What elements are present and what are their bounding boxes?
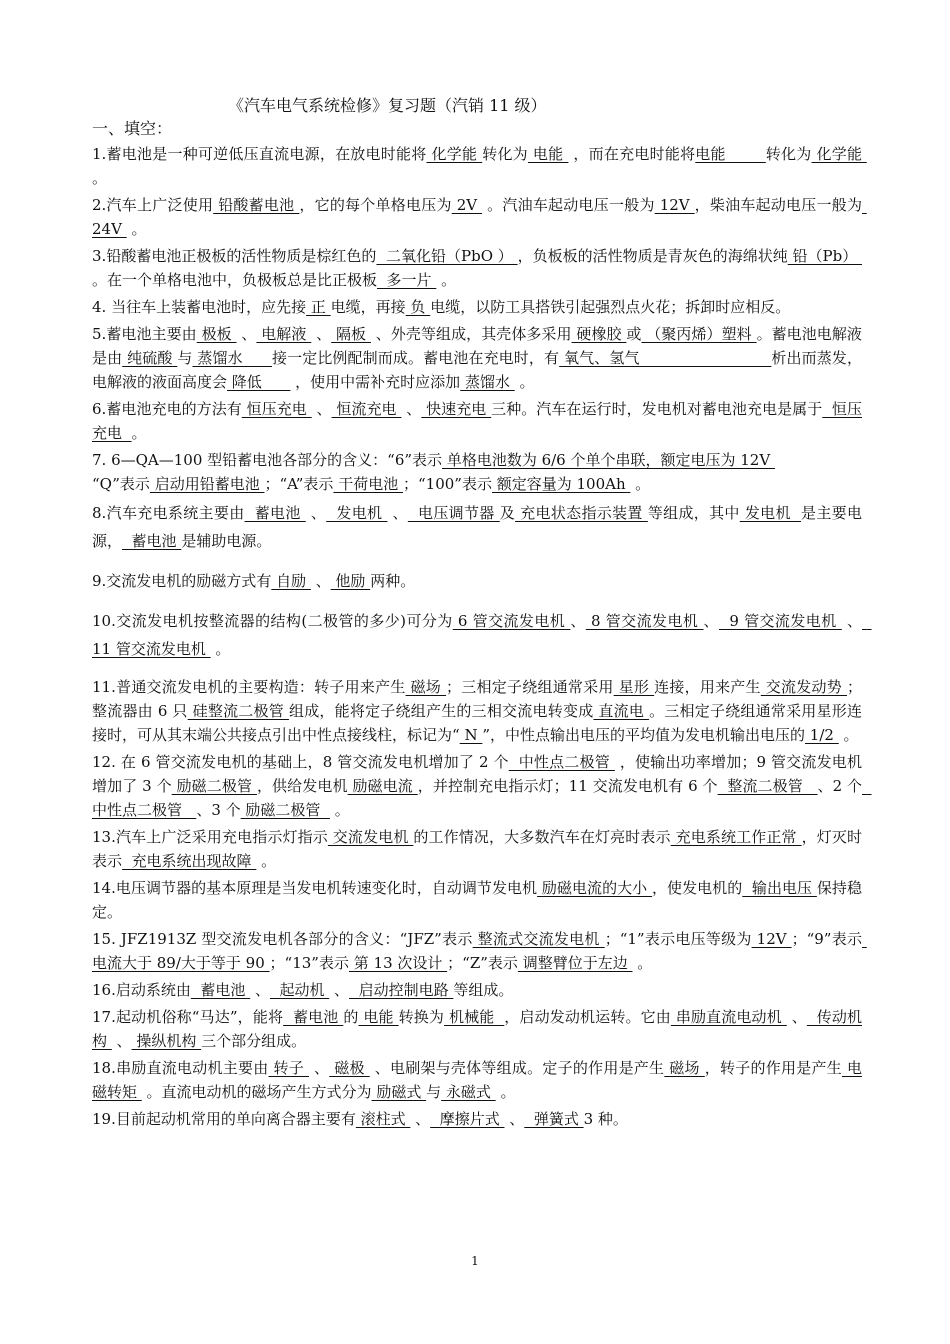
answer-blank: 正	[306, 298, 331, 316]
answer-blank: 蒸馏水	[192, 349, 272, 367]
question-text: ，灯灭时表示	[92, 828, 862, 870]
question-item	[92, 142, 867, 190]
question-text: 电缆，再接	[330, 298, 406, 316]
question-text: ，供给发电机	[256, 777, 348, 795]
question-text: 18.串励直流电动机主要由	[92, 1059, 269, 1077]
question-text: 、	[311, 400, 332, 418]
question-text: “Q”表示	[92, 475, 150, 493]
answer-blank: 电能	[695, 145, 766, 163]
question-text: 连接，用来产生	[654, 678, 761, 696]
answer-blank: 纯硫酸	[122, 349, 178, 367]
answer-blank: 快速充电	[421, 400, 492, 418]
question-item	[92, 193, 867, 241]
answer-blank: 整流二极管	[717, 777, 818, 795]
question-text: 析出而蒸发，电解液的液面高度会	[92, 349, 862, 391]
question-text: ，它的每个单格电压为	[299, 196, 452, 214]
answer-blank: 串励直流电动机	[670, 1008, 787, 1026]
question-item	[92, 1056, 862, 1104]
question-text: 、	[236, 325, 257, 343]
answer-blank: 氧气、氢气	[559, 349, 772, 367]
answer-blank: 励磁式	[371, 1083, 427, 1101]
answer-blank: 转子	[268, 1059, 309, 1077]
answer-blank: 恒流充电	[331, 400, 402, 418]
answer-blank: 单格电池数为 6/6 个单个串联，额定电压为 12V	[442, 451, 775, 469]
answer-blank: 化学能	[426, 145, 483, 163]
question-text: ；“Z”表示	[447, 954, 518, 972]
question-text: 的工作情况，大多数汽车在灯亮时表示	[413, 828, 671, 846]
section-heading: 一、填空：	[92, 119, 173, 138]
answer-blank: 电能	[527, 145, 569, 163]
question-text: ；“A”表示	[264, 475, 334, 493]
question-text: 、3 个	[196, 801, 241, 819]
answer-blank: 隔板	[331, 325, 371, 343]
answer-blank: 他励	[330, 572, 371, 590]
answer-blank: 充电状态指示装置	[515, 504, 648, 522]
question-item	[92, 397, 862, 445]
question-text: 是辅助电源。	[181, 532, 272, 550]
question-item	[92, 322, 862, 394]
answer-blank: 星形	[613, 678, 655, 696]
question-text: 两种。	[370, 572, 416, 590]
answer-blank: （聚丙烯）塑料	[641, 325, 757, 343]
answer-blank: 恒压充电	[241, 400, 312, 418]
question-text: 10.交流发电机按整流器的结构(二极管的多少)可分为	[92, 612, 453, 630]
question-text: 7. 6—QA—100 型铅蓄电池各部分的含义：“6”表示	[92, 451, 443, 469]
question-text: 2.汽车上广泛使用	[92, 196, 214, 214]
question-text: 、电刷架与壳体等组成。定子的作用是产生	[369, 1059, 665, 1077]
answer-blank: 降低	[227, 373, 291, 391]
answer-blank: 弹簧式	[524, 1110, 584, 1128]
question-text: 、	[841, 612, 863, 630]
question-text: 组成，能将定子绕组产生的三相交流电转变成	[288, 702, 594, 720]
answer-blank: 永磁式	[441, 1083, 496, 1101]
answer-blank: 自励	[271, 572, 311, 590]
question-text: 或	[626, 325, 642, 343]
answer-blank: 直流电	[593, 702, 650, 720]
question-text: 、	[410, 1110, 431, 1128]
question-text: 11.普通交流发电机的主要构造：转子用来产生	[92, 678, 406, 696]
question-text: 三个部分组成。	[201, 1032, 307, 1050]
question-text: ；“13”表示	[269, 954, 349, 972]
question-text: 接一定比例配制而成。蓄电池在充电时，有	[271, 349, 560, 367]
answer-blank: 中性点二极管	[92, 777, 872, 819]
question-text: 等组成，其中	[647, 504, 740, 522]
question-text: 。	[92, 169, 108, 187]
question-text: 与	[177, 349, 193, 367]
answer-blank: 恒压充电	[92, 400, 862, 442]
question-text: 。	[210, 640, 231, 658]
question-text: 转化为	[765, 145, 812, 163]
answer-blank: 中性点二极管	[508, 753, 615, 771]
question-text: ；整流器由 6 只	[92, 678, 862, 720]
question-item	[92, 244, 862, 292]
page-number: 1	[471, 1254, 479, 1268]
question-item	[92, 825, 862, 873]
question-text: 、	[504, 1110, 525, 1128]
question-text: 。	[838, 726, 859, 744]
answer-blank: 励磁电流的大小	[537, 879, 653, 897]
question-item	[92, 1107, 862, 1131]
question-text: 。	[329, 801, 350, 819]
question-text: 。在一个单格电池中，负极板总是比正极板	[92, 271, 378, 289]
answer-blank: 负	[405, 298, 431, 316]
answer-blank: 启动控制电路	[349, 981, 454, 999]
answer-blank: 额定容量为 100Ah	[491, 475, 631, 493]
question-text: 保持稳定。	[92, 879, 862, 921]
answer-blank: 机械能	[444, 1008, 505, 1026]
question-text: 、	[111, 1032, 132, 1050]
question-text: 等组成。	[453, 981, 514, 999]
question-item	[92, 750, 872, 822]
answer-blank: 铅（Pb）	[787, 247, 862, 265]
question-text: 。三相定子绕组通常采用星形连接时，可从其末端公共接点引出中性点接线柱，标记为“	[92, 702, 862, 744]
question-text: 、2 个	[817, 777, 862, 795]
answer-blank: N	[459, 726, 483, 744]
question-text: 6.蓄电池充电的方法有	[92, 400, 242, 418]
question-text: 19.目前起动机常用的单向离合器主要有	[92, 1110, 356, 1128]
answer-blank: 起动机	[269, 981, 330, 999]
question-item	[92, 499, 862, 555]
answer-blank: 启动用铅蓄电池	[149, 475, 265, 493]
question-item	[92, 675, 862, 747]
answer-blank: 9 管交流发电机	[718, 612, 842, 630]
question-text: 电缆，以防工具搭铁引起强烈点火花；拆卸时应相反。	[430, 298, 791, 316]
answer-blank: 12V	[654, 196, 695, 214]
question-text: 。	[632, 954, 653, 972]
answer-blank: 励磁电流	[347, 777, 418, 795]
answer-blank: 硬橡胶	[571, 325, 627, 343]
question-text: ；“1”表示电压等级为	[604, 930, 752, 948]
question-text: ，使发电机的	[652, 879, 743, 897]
question-text: 、	[703, 612, 719, 630]
question-text: 。蓄电池电解液是由	[92, 325, 862, 367]
answer-blank: 输出电压	[742, 879, 817, 897]
answer-blank: 滚柱式	[355, 1110, 411, 1128]
question-text: 、	[308, 1059, 330, 1077]
answer-blank: 励磁二极管	[240, 801, 330, 819]
question-text: 。	[256, 852, 277, 870]
question-text: 17.起动机俗称“马达”，能将	[92, 1008, 284, 1026]
question-item	[92, 567, 862, 595]
answer-blank: 极板	[196, 325, 237, 343]
question-item	[92, 978, 862, 1002]
answer-blank: 铅酸蓄电池	[213, 196, 300, 214]
question-text: 16.启动系统由	[92, 981, 191, 999]
question-text: 。	[495, 1083, 516, 1101]
answer-blank: 调整臂位于左边	[517, 954, 633, 972]
question-text: ，使输出功率增加；9 管交流发电机增加了 3 个	[92, 753, 862, 795]
question-text: 。	[126, 220, 147, 238]
answer-blank: 充电系统工作正常	[670, 828, 802, 846]
question-text: 、外壳等组成，其壳体多采用	[370, 325, 572, 343]
question-item	[92, 1005, 862, 1053]
answer-blank: 蒸馏水	[460, 373, 515, 391]
question-text: 转化为	[482, 145, 528, 163]
answer-blank: 6 管交流发电机	[452, 612, 571, 630]
answer-blank: 干荷电池	[333, 475, 403, 493]
answer-blank: 11 管交流发电机	[92, 612, 872, 658]
answer-blank: 24V	[92, 196, 867, 238]
answer-blank: 充电系统出现故障	[122, 852, 257, 870]
question-text: ，负板板的活性物质是青灰色的海绵状纯	[517, 247, 788, 265]
answer-blank: 电解液	[256, 325, 312, 343]
question-text: 。	[131, 424, 147, 442]
question-text: 15. JFZ1913Z 型交流发电机各部分的含义：“JFZ”表示	[92, 930, 473, 948]
answer-blank: 蓄电池	[190, 981, 251, 999]
document-title: 《汽车电气系统检修》复习题（汽销 11 级）	[228, 96, 547, 115]
answer-blank: 发电机	[326, 504, 388, 522]
question-item	[92, 448, 862, 496]
question-text: 、	[401, 400, 422, 418]
question-text: 12. 在 6 管交流发电机的基础上，8 管交流发电机增加了 2 个	[92, 753, 509, 771]
question-text: 、	[387, 504, 408, 522]
question-text: 与	[426, 1083, 442, 1101]
answer-blank: 励磁二极管	[171, 777, 257, 795]
answer-blank: 硅整流二极管	[187, 702, 289, 720]
question-text: 、	[329, 981, 350, 999]
answer-blank: 发电机	[739, 504, 801, 522]
answer-blank: 电压调节器	[407, 504, 500, 522]
question-text: 、	[250, 981, 270, 999]
question-text: 8.汽车充电系统主要由	[92, 504, 245, 522]
answer-blank: 8 管交流发电机	[585, 612, 704, 630]
answer-blank: 磁场	[664, 1059, 705, 1077]
question-text: 的	[343, 1008, 359, 1026]
question-text: ”，中性点输出电压的平均值为发电机输出电压的	[482, 726, 806, 744]
answer-blank: 传动机构	[92, 1008, 862, 1050]
question-text: 、	[305, 504, 327, 522]
answer-blank: 摩擦片式	[430, 1110, 505, 1128]
answer-blank: 2V	[451, 196, 483, 214]
answer-blank: 蓄电池	[244, 504, 306, 522]
answer-blank: 12V	[751, 930, 792, 948]
question-text: ，转子的作用是产生	[704, 1059, 842, 1077]
answer-blank: 1/2	[805, 726, 839, 744]
question-list	[92, 142, 872, 1134]
answer-blank: 化学能	[811, 145, 867, 163]
question-text: ；三相定子绕组通常采用	[446, 678, 614, 696]
question-item	[92, 607, 872, 663]
question-text: 4. 当往车上装蓄电池时，应先接	[92, 298, 307, 316]
question-text: ；“9”表示	[791, 930, 862, 948]
answer-blank: 第 13 次设计	[348, 954, 448, 972]
question-item	[92, 295, 862, 319]
question-text: 、	[311, 325, 332, 343]
answer-blank: 整流式交流发电机	[472, 930, 605, 948]
answer-blank: 蓄电池	[122, 532, 182, 550]
question-text: ，而在充电时能将	[568, 145, 696, 163]
question-item	[92, 876, 862, 924]
question-text: ，启动发动机运转。它由	[504, 1008, 671, 1026]
question-text: 是主要电源，	[92, 504, 862, 550]
question-text: 5.蓄电池主要由	[92, 325, 197, 343]
question-text: 转换为	[398, 1008, 445, 1026]
answer-blank: 电流大于 89/大于等于 90	[92, 930, 867, 972]
question-text: 3.铅酸蓄电池正极板的活性物质是棕红色的	[92, 247, 377, 265]
question-text: 、	[310, 572, 331, 590]
question-text: ；“100”表示	[402, 475, 492, 493]
question-text: ，使用中需补充时应添加	[290, 373, 461, 391]
question-text: ，并控制充电指示灯；11 交流发电机有 6 个	[417, 777, 718, 795]
question-item	[92, 927, 867, 975]
answer-blank: 二氧化铅（PbO ）	[376, 247, 518, 265]
question-text: 。	[630, 475, 651, 493]
question-text: 、	[786, 1008, 807, 1026]
question-text: 13.汽车上广泛采用充电指示灯指示	[92, 828, 328, 846]
question-text: 。汽油车起动电压一般为	[482, 196, 655, 214]
question-text: 。	[436, 271, 457, 289]
question-text: 9.交流发电机的励磁方式有	[92, 572, 272, 590]
answer-blank: 电磁转矩	[92, 1059, 862, 1101]
question-text: 1.蓄电池是一种可逆低压直流电源，在放电时能将	[92, 145, 427, 163]
question-text: 。直流电动机的磁场产生方式分为	[141, 1083, 372, 1101]
answer-blank: 交流发动势	[760, 678, 847, 696]
answer-blank: 电能	[358, 1008, 399, 1026]
answer-blank: 多一片	[377, 271, 437, 289]
question-text: ，柴油车起动电压一般为	[694, 196, 862, 214]
answer-blank: 磁极	[329, 1059, 370, 1077]
question-text: 3 种。	[583, 1110, 628, 1128]
question-text: 。	[514, 373, 535, 391]
answer-blank: 交流发电机	[327, 828, 414, 846]
question-text: 三种。汽车在运行时，发电机对蓄电池充电是属于	[491, 400, 823, 418]
question-text: 及	[499, 504, 516, 522]
answer-blank: 磁场	[405, 678, 447, 696]
question-text: 、	[570, 612, 586, 630]
answer-blank: 操纵机构	[131, 1032, 202, 1050]
answer-blank: 蓄电池	[283, 1008, 344, 1026]
question-text: 14.电压调节器的基本原理是当发电机转速变化时，自动调节发电机	[92, 879, 538, 897]
